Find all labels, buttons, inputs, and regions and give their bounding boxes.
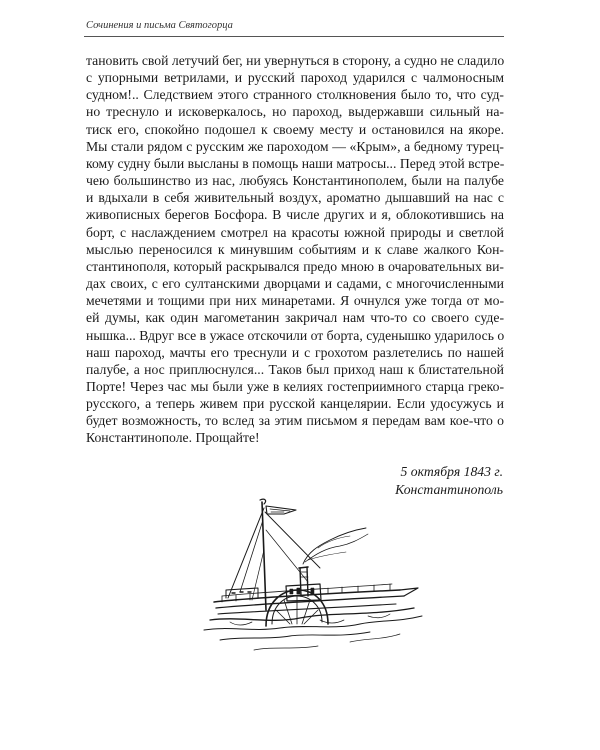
text-line: судном!.. Следствием этого странного столкновения было то, что суд- bbox=[86, 87, 504, 103]
text-line: ей думы, как один магометанин закричал нам что-то со своего суде- bbox=[86, 310, 504, 326]
letter-place: Константинополь bbox=[395, 482, 503, 497]
text-line: мечетями и тощими при них минаретами. Я очнулся уже тогда от мо- bbox=[86, 293, 504, 309]
water-waves bbox=[210, 608, 414, 620]
text-line: тиск его, спокойно подошел к своему месту и остановился на якоре. bbox=[86, 121, 504, 137]
text-line: кому судну были высланы в помощь наши матросы... Перед этой встре- bbox=[86, 155, 505, 171]
text-line: чею большинство из нас, любуясь Константинополем, были на палубе bbox=[86, 173, 504, 189]
text-line: нышка... Вдруг все в ужасе отскочили от борта, суденышко ударилось о bbox=[86, 327, 505, 343]
text-line: будет возможность, то вслед за этим письмом я передам вам кое-что о bbox=[86, 413, 504, 429]
text-line: но треснуло и исковеркалось, но пароход, выдержавши сильный на- bbox=[86, 104, 504, 120]
text-line: русского, а теперь живем при русской канцелярии. Если удосужусь и bbox=[86, 396, 504, 412]
letter-date: 5 октября 1843 г. bbox=[400, 464, 503, 479]
text-line: Константинополе. Прощайте! bbox=[86, 430, 260, 446]
text-line: борт, с наслаждением смотрел на красоты южной природы и светлой bbox=[86, 224, 504, 240]
header-rule bbox=[84, 36, 504, 37]
text-line: наш пароход, мачты его треснули и с грохотом разлетелись по нашей bbox=[86, 344, 504, 360]
text-line: с упорными ветрилами, и русский пароход ударился с чалмоносным bbox=[86, 70, 504, 86]
text-line: тановить свой летучий бег, ни увернуться в сторону, а судно не сладило bbox=[86, 53, 505, 68]
running-title: Сочинения и письма Святогорца bbox=[86, 20, 233, 31]
text-line: живописных берегов Босфора. В числе других и я, облокотившись на bbox=[86, 207, 504, 223]
text-line: и вдыхали в себя живительный воздух, ароматно дышавший на нас с bbox=[86, 190, 504, 206]
text-line: палубе, а нос приплюснулся... Таков был приход наш к блистательной bbox=[86, 361, 504, 377]
text-line: мыслью переносился к минувшим событиям и к славе жалкого Кон- bbox=[86, 241, 504, 257]
text-line: Мы стали рядом с русским же пароходом — «Крым», а бедному турец- bbox=[86, 138, 504, 154]
letter-body bbox=[86, 52, 504, 447]
text-line: дах своих, с его султанскими дворцами и садами, с многочисленными bbox=[86, 276, 504, 292]
text-line: Порте! Через час мы были уже в келиях гостеприимного старца греко- bbox=[86, 378, 504, 394]
text-line: стантинополя, который раскрывался предо мною в очаровательных ви- bbox=[86, 258, 504, 274]
paddle-steamer-illustration bbox=[200, 490, 430, 660]
